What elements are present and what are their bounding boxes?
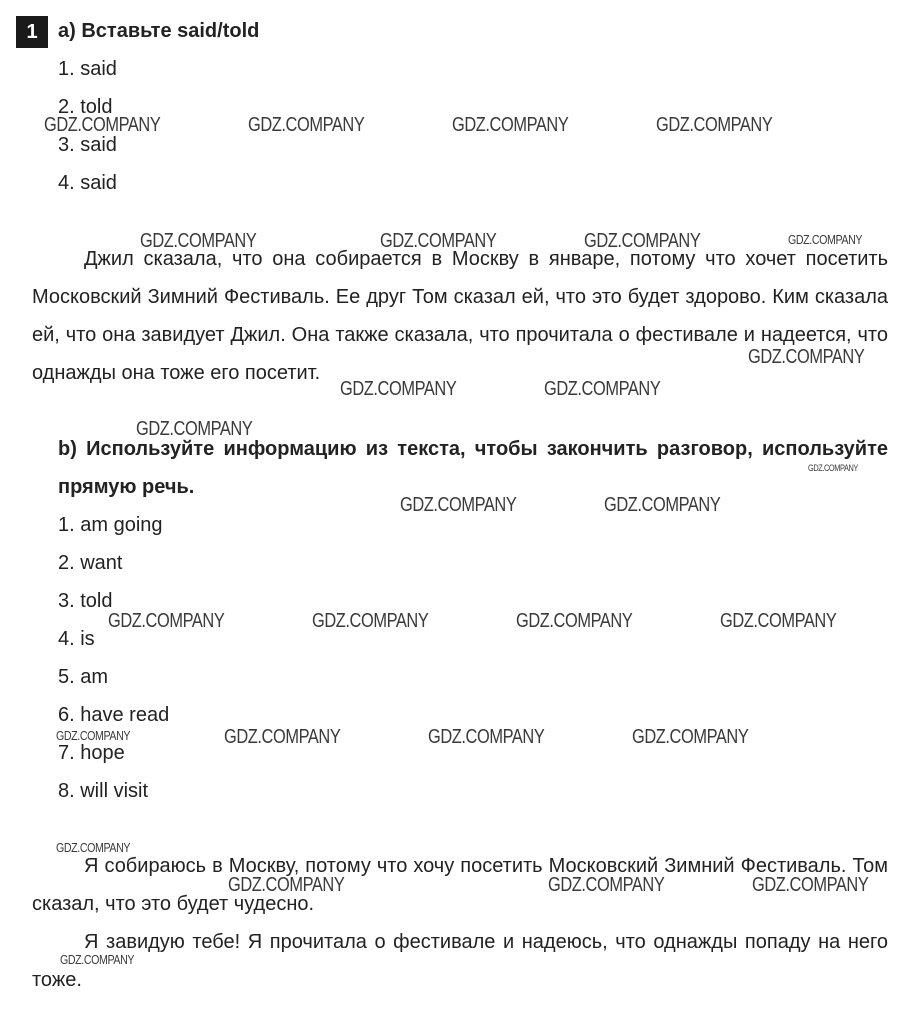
list-item: 3. said xyxy=(58,134,117,156)
watermark: GDZ.COMPANY xyxy=(400,494,517,516)
part-b-answer-list xyxy=(58,506,169,810)
list-item: 8. will visit xyxy=(58,780,149,802)
list-item: 4. is xyxy=(58,628,95,650)
list-item: 1. said xyxy=(58,58,117,80)
list-item: 2. told xyxy=(58,96,113,118)
watermark: GDZ.COMPANY xyxy=(248,114,365,136)
watermark: GDZ.COMPANY xyxy=(748,346,865,368)
exercise-number-badge: 1 xyxy=(16,16,48,48)
watermark: GDZ.COMPANY xyxy=(788,232,863,247)
part-b-paragraph-1: Я собираюсь в Москву, потому что хочу посетить Московский Зимний Фестиваль. Том сказал, что это будет чудесно. xyxy=(32,855,888,915)
watermark: GDZ.COMPANY xyxy=(380,230,497,252)
watermark: GDZ.COMPANY xyxy=(60,952,135,967)
watermark: GDZ.COMPANY xyxy=(44,114,161,136)
part-b-paragraph-2: Я завидую тебе! Я прочитала о фестивале и надеюсь, что однажды попаду на него тоже. xyxy=(32,931,888,991)
watermark: GDZ.COMPANY xyxy=(808,463,858,473)
part-b-heading: b) Используйте информацию из текста, чтобы закончить разговор, используйте прямую речь. xyxy=(58,438,888,498)
watermark: GDZ.COMPANY xyxy=(656,114,773,136)
watermark: GDZ.COMPANY xyxy=(224,726,341,748)
watermark: GDZ.COMPANY xyxy=(452,114,569,136)
watermark: GDZ.COMPANY xyxy=(56,728,131,743)
part-a-paragraph: Джил сказала, что она собирается в Москву в январе, потому что хочет посетить Московский Зимний Фестиваль. Ее друг Том сказал ей, что это будет здорово. Ким сказала ей, что она завидует Джил. Она также сказала, что прочитала о фестивале и надеется, что однажды она тоже его посетит. xyxy=(32,248,888,384)
watermark: GDZ.COMPANY xyxy=(428,726,545,748)
watermark: GDZ.COMPANY xyxy=(548,874,665,896)
watermark: GDZ.COMPANY xyxy=(312,610,429,632)
watermark: GDZ.COMPANY xyxy=(544,378,661,400)
list-item: 2. want xyxy=(58,552,123,574)
watermark: GDZ.COMPANY xyxy=(632,726,749,748)
watermark: GDZ.COMPANY xyxy=(752,874,869,896)
watermark: GDZ.COMPANY xyxy=(56,840,131,855)
watermark: GDZ.COMPANY xyxy=(140,230,257,252)
watermark: GDZ.COMPANY xyxy=(584,230,701,252)
list-item: 5. am xyxy=(58,666,109,688)
list-item: 3. told xyxy=(58,590,113,612)
watermark: GDZ.COMPANY xyxy=(108,610,225,632)
list-item: 6. have read xyxy=(58,704,170,726)
watermark: GDZ.COMPANY xyxy=(720,610,837,632)
watermark: GDZ.COMPANY xyxy=(228,874,345,896)
watermark: GDZ.COMPANY xyxy=(136,418,253,440)
list-item: 1. am going xyxy=(58,514,163,536)
list-item: 7. hope xyxy=(58,742,125,764)
watermark: GDZ.COMPANY xyxy=(340,378,457,400)
watermark: GDZ.COMPANY xyxy=(604,494,721,516)
watermark: GDZ.COMPANY xyxy=(516,610,633,632)
list-item: 4. said xyxy=(58,172,117,194)
part-a-heading: a) Вставьте said/told xyxy=(58,20,260,42)
